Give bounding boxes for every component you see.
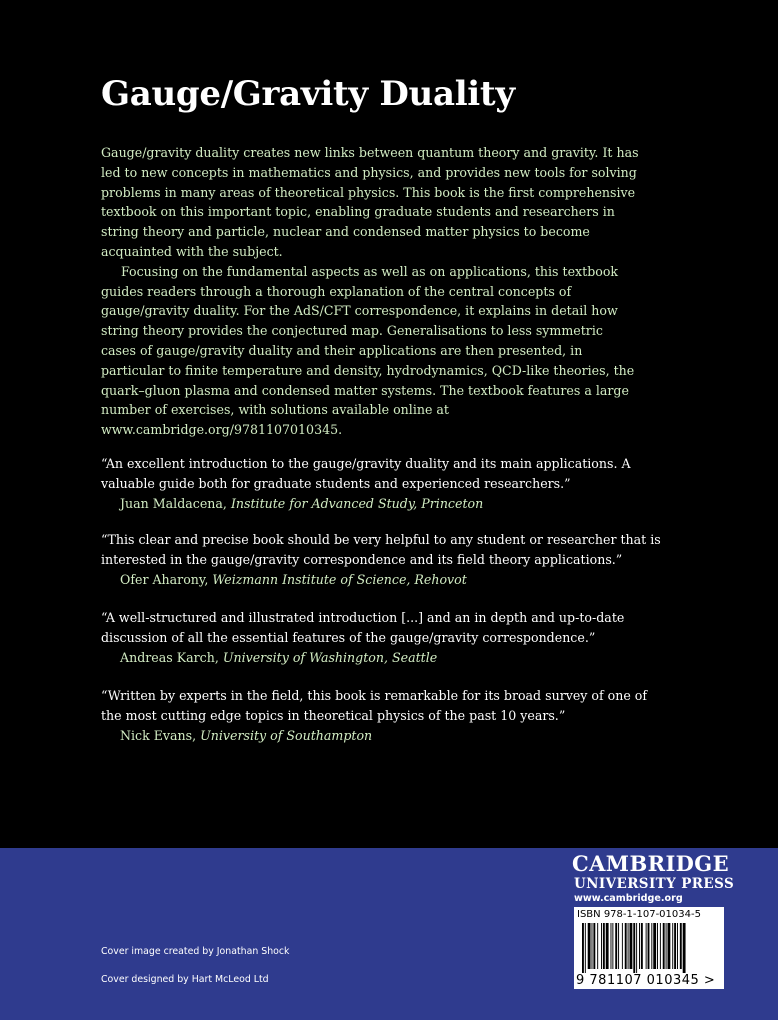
quote-author: Nick Evans, xyxy=(120,727,197,743)
quote-text: “This clear and precise book should be very helpful to any student or researcher that is interested in the gauge/gravity correspondence and its field theory applications.” xyxy=(101,532,661,567)
description-paragraph-2: Focusing on the fundamental aspects as well as on applications, this textbook guides readers through a thorough explanation of the central concepts of gauge/gravity duality. For the AdS/CFT correspondence, it explains in detail how string theory provides the conjectured map. Generalisations to less symmetric cases of gauge/gravity duality and their applications are then presented, in particular to finite temperature and density, hydrodynamics, QCD-like theories, the quark–gluon plasma and condensed matter systems. The textbook features a large number of exercises, with solutions available online at www.cambridge.org/9781107010345. xyxy=(101,263,635,438)
quote-institution: University of Washington, Seattle xyxy=(222,649,438,665)
quote-author: Ofer Aharony, xyxy=(120,571,209,587)
description-paragraph-1: Gauge/gravity duality creates new links between quantum theory and gravity. It has led to new concepts in mathematics and physics, and provides new tools for solving problems in many areas of theoretical physics. This book is the first comprehensive textbook on this important topic, enabling graduate students and researchers in string theory and particle, nuclear and condensed matter physics to become acquainted with the subject. xyxy=(101,145,639,259)
cover-design-credit: Cover designed by Hart McLeod Ltd xyxy=(101,974,269,985)
quote-institution: University of Southampton xyxy=(200,727,373,743)
barcode-bars xyxy=(582,923,716,973)
quote-attribution xyxy=(101,570,661,590)
book-title: Gauge/Gravity Duality xyxy=(101,74,515,114)
endorsement-quote-2 xyxy=(101,530,661,589)
isbn-barcode xyxy=(574,907,724,989)
publisher-url: www.cambridge.org xyxy=(574,893,683,904)
quote-attribution xyxy=(101,494,661,514)
quote-author: Andreas Karch, xyxy=(120,649,219,665)
cover-image-credit: Cover image created by Jonathan Shock xyxy=(101,946,290,957)
publisher-name: CAMBRIDGE xyxy=(572,851,730,876)
quote-author: Juan Maldacena, xyxy=(120,495,227,511)
isbn-label: ISBN 978-1-107-01034-5 xyxy=(577,909,701,920)
endorsement-quote-3 xyxy=(101,608,661,667)
publisher-logo xyxy=(572,851,735,905)
endorsement-quote-4 xyxy=(101,686,661,745)
quote-text: “An excellent introduction to the gauge/gravity duality and its main applications. A valuable guide both for graduate students and experienced researchers.” xyxy=(101,456,631,491)
barcode-digits: 9 781107 010345 > xyxy=(576,973,716,988)
book-description xyxy=(101,143,641,440)
quote-institution: Institute for Advanced Study, Princeton xyxy=(230,495,484,511)
quote-institution: Weizmann Institute of Science, Rehovot xyxy=(212,571,467,587)
publisher-press: UNIVERSITY PRESS xyxy=(574,876,735,892)
quote-text: “A well-structured and illustrated introduction [...] and an in depth and up-to-date discussion of all the essential features of the gauge/gravity correspondence.” xyxy=(101,610,625,645)
quote-attribution xyxy=(101,648,661,668)
quote-attribution xyxy=(101,726,661,746)
quote-text: “Written by experts in the field, this book is remarkable for its broad survey of one of the most cutting edge topics in theoretical physics of the past 10 years.” xyxy=(101,688,648,723)
endorsement-quote-1 xyxy=(101,454,661,513)
